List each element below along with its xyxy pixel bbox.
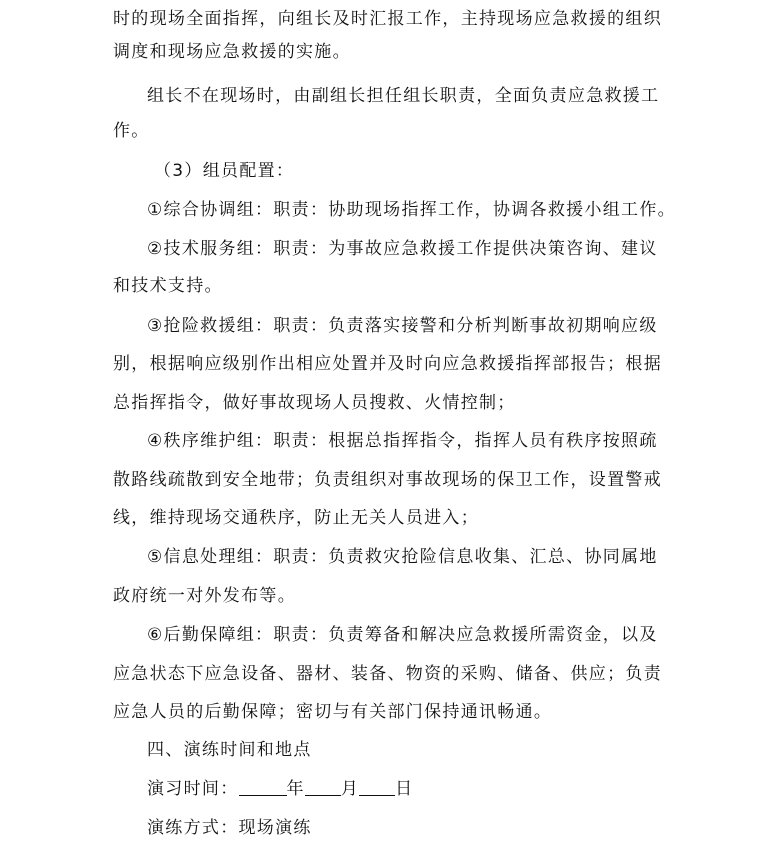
section-heading: （3）组员配置： <box>154 161 295 181</box>
day-text: 日 <box>395 779 414 799</box>
year-text: 年 <box>286 779 305 799</box>
month-text: 月 <box>340 779 360 799</box>
text-line: ②技术服务组：职责：为事故应急救援工作提供决策咨询、建议 <box>147 239 658 259</box>
text-line: 应急人员的后勤保障；密切与有关部门保持通讯畅通。 <box>113 702 553 722</box>
month-blank <box>305 777 341 796</box>
text-line: ①综合协调组：职责：协助现场指挥工作，协调各救援小组工作。 <box>147 200 676 220</box>
text-line: 总指挥指令，做好事故现场人员搜救、火情控制； <box>113 393 516 413</box>
text-line: 应急状态下应急设备、器材、装备、物资的采购、储备、供应；负责 <box>113 664 662 684</box>
text-line: ④秩序维护组：职责：根据总指挥指令，指挥人员有秩序按照疏 <box>147 431 658 451</box>
text-line: 线，维持现场交通秩序，防止无关人员进入； <box>113 508 479 528</box>
text-line: ⑤信息处理组：职责：负责救灾抢险信息收集、汇总、协同属地 <box>147 547 658 567</box>
day-blank <box>359 777 395 796</box>
text-line: 组长不在现场时，由副组长担任组长职责，全面负责应急救援工 <box>147 86 660 106</box>
text-line: ⑥后勤保障组：职责：负责筹备和解决应急救援所需资金，以及 <box>147 625 658 645</box>
drill-time-line <box>147 776 707 802</box>
text-line: 别，根据响应级别作出相应处置并及时向应急救援指挥部报告；根据 <box>113 354 662 374</box>
text-line: 时的现场全面指挥，向组长及时汇报工作，主持现场应急救援的组织 <box>113 9 662 29</box>
section-heading: 四、演练时间和地点 <box>147 740 312 760</box>
text-line: 和技术支持。 <box>113 276 223 296</box>
year-blank <box>239 777 287 796</box>
text-line: 散路线疏散到安全地带；负责组织对事故现场的保卫工作，设置警戒 <box>113 470 662 490</box>
text-line: 作。 <box>113 121 150 141</box>
text-line: 调度和现场应急救援的实施。 <box>113 42 351 62</box>
text-line: ③抢险救援组：职责：负责落实接警和分析判断事故初期响应级 <box>147 316 658 336</box>
drill-time-label: 演习时间： <box>147 779 239 799</box>
drill-method-line: 演练方式：现场演练 <box>147 818 312 838</box>
text-line: 政府统一对外发布等。 <box>113 586 296 606</box>
